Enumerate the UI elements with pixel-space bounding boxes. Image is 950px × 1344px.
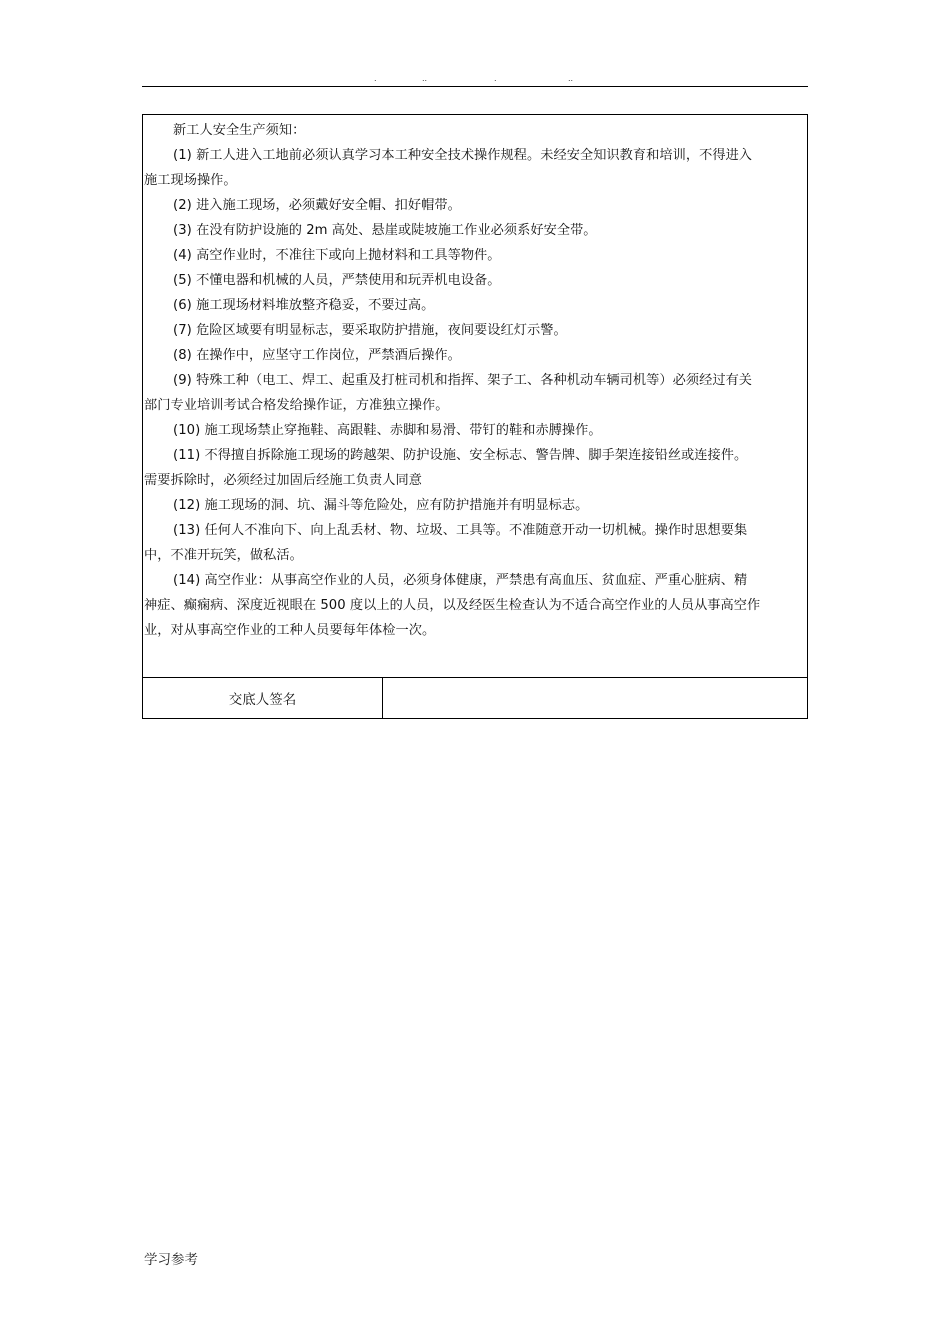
header-mark: ..: [568, 74, 574, 83]
header-mark: .: [494, 74, 497, 83]
notice-line: (9) 特殊工种（电工、焊工、起重及打桩司机和指挥、架子工、各种机动车辆司机等）必须经过有关: [173, 373, 753, 388]
notice-line: (14) 高空作业：从事高空作业的人员，必须身体健康，严禁患有高血压、贫血症、严重心脏病、精: [173, 573, 748, 588]
notice-line: 部门专业培训考试合格发给操作证，方准独立操作。: [144, 398, 449, 413]
notice-line: (2) 进入施工现场，必须戴好安全帽、扣好帽带。: [173, 198, 461, 213]
notice-line: (11) 不得擅自拆除施工现场的跨越架、防护设施、安全标志、警告牌、脚手架连接铅丝或连接件。: [173, 448, 748, 463]
notice-line: 中，不准开玩笑，做私活。: [144, 548, 303, 563]
notice-line: (1) 新工人进入工地前必须认真学习本工种安全技术操作规程。未经安全知识教育和培训，不得进入: [173, 148, 753, 163]
notice-line: (8) 在操作中，应坚守工作岗位，严禁酒后操作。: [173, 348, 461, 363]
notice-line: (10) 施工现场禁止穿拖鞋、高跟鞋、赤脚和易滑、带钉的鞋和赤膊操作。: [173, 423, 602, 438]
notice-line: (3) 在没有防护设施的 2m 高处、悬崖或陡坡施工作业必须系好安全带。: [173, 223, 597, 238]
notice-line: (5) 不懂电器和机械的人员，严禁使用和玩弄机电设备。: [173, 273, 501, 288]
header-marks: [142, 74, 808, 86]
notice-content-cell: [143, 115, 807, 677]
signature-row: [143, 677, 807, 718]
notice-line: 需要拆除时，必须经过加固后经施工负责人同意: [144, 473, 422, 488]
notice-line: 神症、癫痫病、深度近视眼在 500 度以上的人员，以及经医生检查认为不适合高空作业的人员从事高空作: [144, 598, 761, 613]
header-mark: ..: [422, 74, 428, 83]
notice-line: (13) 任何人不准向下、向上乱丢材、物、垃圾、工具等。不准随意开动一切机械。操作时思想要集: [173, 523, 748, 538]
header-rule: [142, 86, 808, 87]
header-mark: .: [374, 74, 377, 83]
notice-line: (12) 施工现场的洞、坑、漏斗等危险处，应有防护措施并有明显标志。: [173, 498, 589, 513]
notice-line: 施工现场操作。: [144, 173, 237, 188]
signature-field[interactable]: [384, 678, 807, 718]
footer-text: 学习参考: [144, 1252, 198, 1268]
notice-line: 业，对从事高空作业的工种人员要每年体检一次。: [144, 623, 436, 638]
notice-line: (7) 危险区域要有明显标志，要采取防护措施，夜间要设红灯示警。: [173, 323, 567, 338]
notice-line: (6) 施工现场材料堆放整齐稳妥，不要过高。: [173, 298, 435, 313]
signature-label: 交底人签名: [143, 678, 383, 718]
notice-line: (4) 高空作业时，不准往下或向上抛材料和工具等物件。: [173, 248, 501, 263]
safety-notice-table: [142, 114, 808, 719]
notice-line: 新工人安全生产须知：: [173, 123, 306, 138]
